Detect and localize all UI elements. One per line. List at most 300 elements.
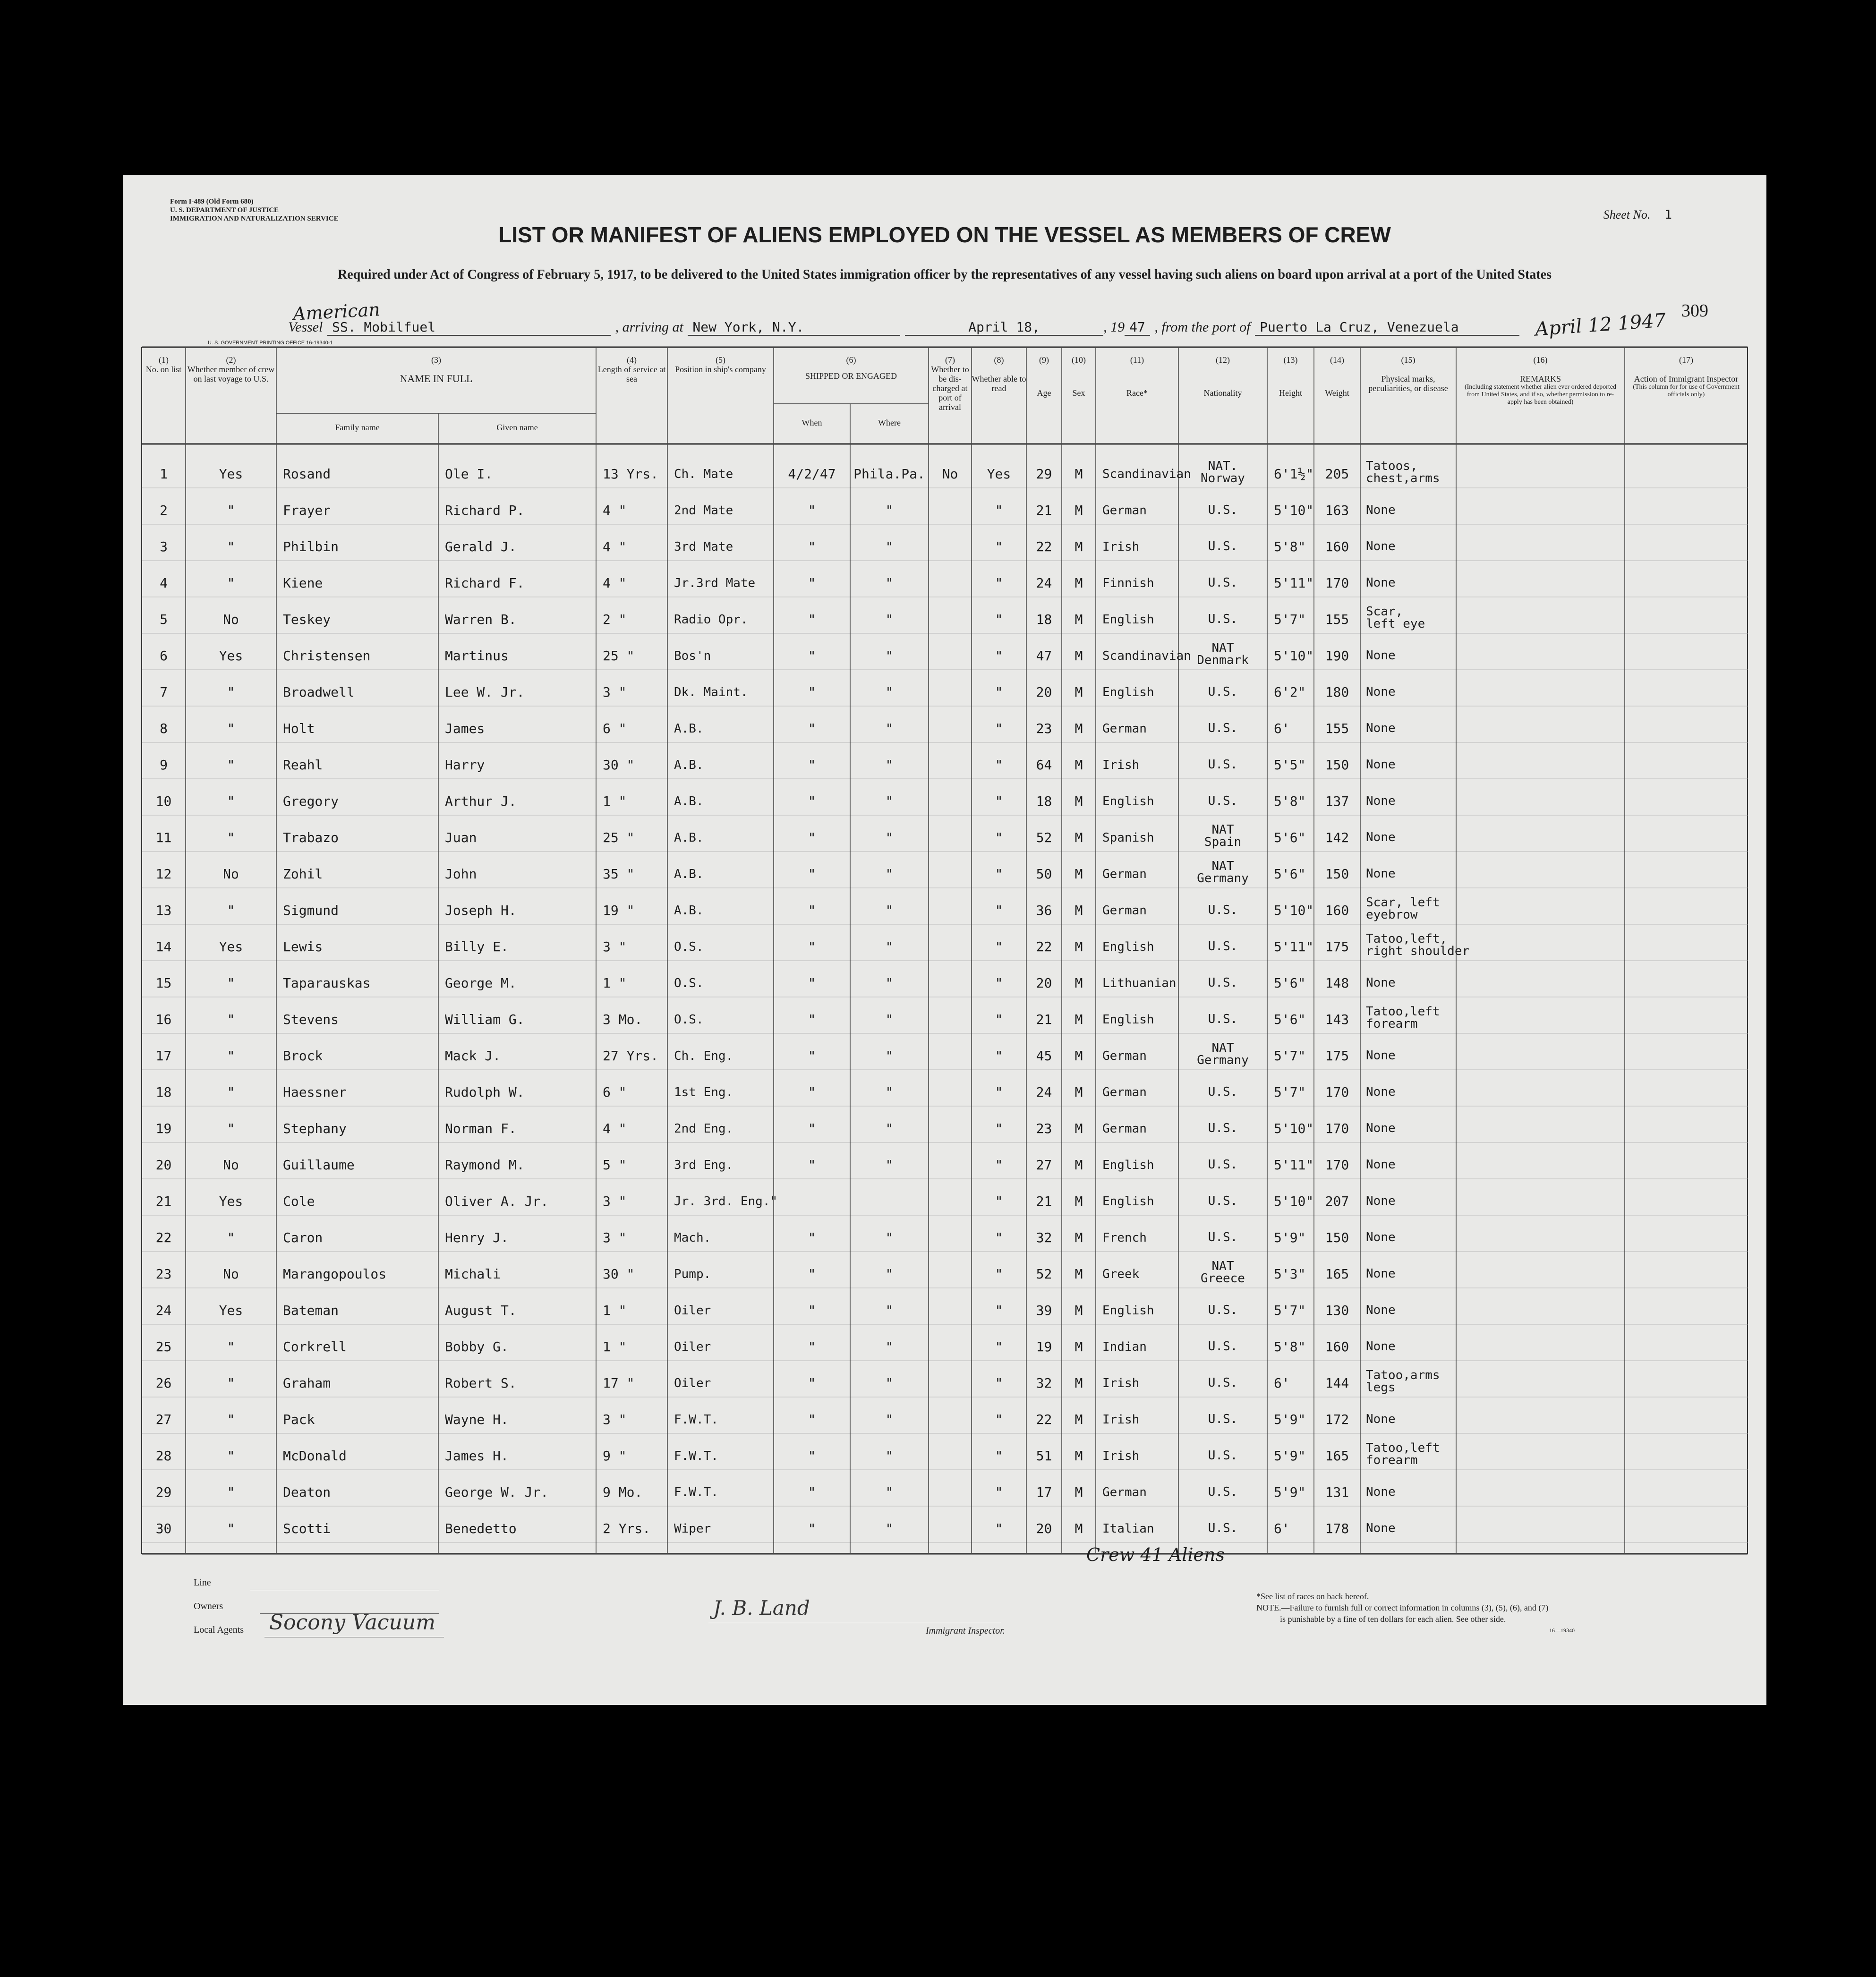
shipped-where-cell: ": [885, 1375, 894, 1391]
position-cell: Mach.: [674, 1231, 711, 1245]
able-to-read-cell: ": [995, 793, 1003, 809]
last-voyage-cell: ": [227, 830, 235, 845]
sex-cell: M: [1074, 1230, 1083, 1245]
row-number: 5: [160, 612, 168, 627]
weight-cell: 143: [1325, 1012, 1349, 1027]
shipped-where-cell: ": [885, 1084, 894, 1100]
service-length-cell: 25 ": [603, 648, 635, 664]
last-voyage-cell: Yes: [219, 648, 243, 664]
column-header-read: (8) Whether able to read: [972, 355, 1026, 393]
arrival-year: 47: [1125, 319, 1150, 336]
able-to-read-cell: ": [995, 503, 1003, 518]
height-cell: 5'9": [1274, 1484, 1306, 1500]
column-header-discharged: (7) Whether to be dis-charged at port of arrival: [931, 355, 969, 412]
family-name-cell: Scotti: [283, 1521, 331, 1536]
age-cell: 22: [1036, 939, 1052, 954]
able-to-read-cell: ": [995, 1048, 1003, 1064]
shipped-when-cell: ": [808, 793, 816, 809]
age-cell: 21: [1036, 1012, 1052, 1027]
age-cell: 22: [1036, 539, 1052, 554]
age-cell: 24: [1036, 575, 1052, 591]
family-name-cell: Guillaume: [283, 1157, 355, 1173]
age-cell: 17: [1036, 1484, 1052, 1500]
position-cell: Ch. Mate: [674, 467, 733, 481]
given-name-cell: Richard P.: [445, 503, 525, 518]
physical-marks-cell: None: [1366, 1412, 1396, 1426]
age-cell: 20: [1036, 1521, 1052, 1536]
row-number: 28: [155, 1448, 172, 1464]
column-header-sex: (10) Sex: [1072, 355, 1086, 398]
physical-marks-cell: Tatoo,left, right shoulder: [1366, 932, 1470, 958]
family-name-cell: Corkrell: [283, 1339, 347, 1355]
discharged-cell: No: [942, 466, 958, 482]
weight-cell: 160: [1325, 539, 1349, 554]
physical-marks-cell: None: [1366, 1048, 1396, 1063]
sex-cell: M: [1074, 1448, 1083, 1464]
service-length-cell: 19 ": [603, 903, 635, 918]
row-number: 1: [160, 466, 168, 482]
position-cell: Wiper: [674, 1522, 711, 1536]
physical-marks-cell: None: [1366, 1267, 1396, 1281]
race-cell: German: [1102, 867, 1147, 881]
height-cell: 6'1½": [1274, 466, 1314, 482]
shipped-where-cell: ": [885, 1448, 894, 1464]
service-length-cell: 4 ": [603, 1121, 627, 1136]
column-header-service: (4) Length of service at sea: [597, 355, 666, 383]
physical-marks-cell: None: [1366, 1158, 1396, 1172]
row-number: 27: [155, 1412, 172, 1427]
shipped-where-cell: ": [885, 793, 894, 809]
race-cell: French: [1102, 1231, 1147, 1245]
age-cell: 21: [1036, 503, 1052, 518]
column-header-weight: (14) Weight: [1325, 355, 1349, 398]
row-number: 15: [155, 975, 172, 991]
able-to-read-cell: ": [995, 684, 1003, 700]
family-name-cell: McDonald: [283, 1448, 347, 1464]
inspector-signature: J. B. Land: [713, 1596, 810, 1619]
physical-marks-cell: None: [1366, 794, 1396, 808]
weight-cell: 130: [1325, 1303, 1349, 1318]
row-number: 10: [155, 793, 172, 809]
physical-marks-cell: Scar, left eye: [1366, 605, 1425, 631]
height-cell: 6': [1274, 1375, 1290, 1391]
sex-cell: M: [1074, 939, 1083, 954]
physical-marks-cell: None: [1366, 976, 1396, 990]
shipped-when-cell: ": [808, 1339, 816, 1355]
nationality-cell: U.S.: [1208, 1121, 1238, 1135]
weight-cell: 131: [1325, 1484, 1349, 1500]
given-name-cell: John: [445, 866, 477, 882]
vessel-name: SS. Mobilfuel: [327, 319, 611, 336]
given-name-cell: Norman F.: [445, 1121, 517, 1136]
row-number: 16: [155, 1012, 172, 1027]
height-cell: 5'6": [1274, 866, 1306, 882]
weight-cell: 205: [1325, 466, 1349, 482]
service-length-cell: 13 Yrs.: [603, 466, 659, 482]
position-cell: Dk. Maint.: [674, 685, 748, 699]
height-cell: 5'6": [1274, 975, 1306, 991]
last-voyage-cell: ": [227, 1121, 235, 1136]
shipped-where-cell: Phila.Pa.: [853, 466, 925, 482]
family-name-cell: Lewis: [283, 939, 323, 954]
shipped-where-cell: ": [885, 539, 894, 554]
weight-cell: 165: [1325, 1448, 1349, 1464]
subheader-family-name: Family name: [335, 423, 380, 432]
height-cell: 5'9": [1274, 1448, 1306, 1464]
able-to-read-cell: ": [995, 1375, 1003, 1391]
age-cell: 52: [1036, 830, 1052, 845]
service-length-cell: 3 ": [603, 1230, 627, 1245]
given-name-cell: George W. Jr.: [445, 1484, 549, 1500]
shipped-when-cell: ": [808, 648, 816, 664]
row-number: 25: [155, 1339, 172, 1355]
column-header-race: (11) Race*: [1126, 355, 1148, 398]
able-to-read-cell: ": [995, 1303, 1003, 1318]
family-name-cell: Cole: [283, 1193, 315, 1209]
shipped-where-cell: ": [885, 1303, 894, 1318]
shipped-where-cell: ": [885, 1339, 894, 1355]
position-cell: Oiler: [674, 1340, 711, 1354]
position-cell: Ch. Eng.: [674, 1049, 733, 1063]
last-voyage-cell: ": [227, 1230, 235, 1245]
position-cell: A.B.: [674, 867, 704, 881]
shipped-when-cell: ": [808, 1448, 816, 1464]
weight-cell: 137: [1325, 793, 1349, 809]
shipped-when-cell: ": [808, 975, 816, 991]
shipped-when-cell: ": [808, 1521, 816, 1536]
page-title: LIST OR MANIFEST OF ALIENS EMPLOYED ON THE VESSEL AS MEMBERS OF CREW: [498, 222, 1391, 247]
given-name-cell: James: [445, 721, 485, 736]
race-cell: German: [1102, 1122, 1147, 1136]
sex-cell: M: [1074, 1375, 1083, 1391]
physical-marks-cell: None: [1366, 758, 1396, 772]
shipped-when-cell: ": [808, 1048, 816, 1064]
column-header-no: (1) No. on list: [145, 355, 182, 374]
row-number: 8: [160, 721, 168, 736]
height-cell: 6': [1274, 1521, 1290, 1536]
service-length-cell: 3 ": [603, 939, 627, 954]
height-cell: 5'10": [1274, 1193, 1314, 1209]
row-number: 14: [155, 939, 172, 954]
given-name-cell: George M.: [445, 975, 517, 991]
height-cell: 5'11": [1274, 1157, 1314, 1173]
age-cell: 20: [1036, 975, 1052, 991]
service-length-cell: 1 ": [603, 975, 627, 991]
race-cell: Irish: [1102, 1413, 1140, 1427]
height-cell: 5'10": [1274, 503, 1314, 518]
nationality-cell: U.S.: [1208, 576, 1238, 590]
sex-cell: M: [1074, 1048, 1083, 1064]
weight-cell: 170: [1325, 1157, 1349, 1173]
able-to-read-cell: ": [995, 575, 1003, 591]
given-name-cell: Harry: [445, 757, 485, 773]
row-number: 22: [155, 1230, 172, 1245]
owners-label: Owners: [194, 1601, 223, 1611]
shipped-when-cell: ": [808, 575, 816, 591]
shipped-where-cell: ": [885, 612, 894, 627]
race-cell: Finnish: [1102, 576, 1154, 590]
last-voyage-cell: ": [227, 721, 235, 736]
shipped-when-cell: ": [808, 1266, 816, 1282]
nationality-cell: U.S.: [1208, 685, 1238, 699]
physical-marks-cell: None: [1366, 685, 1396, 699]
last-voyage-cell: No: [223, 1266, 239, 1282]
weight-cell: 160: [1325, 903, 1349, 918]
service-length-cell: 27 Yrs.: [603, 1048, 659, 1064]
shipped-where-cell: ": [885, 1266, 894, 1282]
shipped-where-cell: ": [885, 684, 894, 700]
physical-marks-cell: None: [1366, 539, 1396, 554]
column-header-name: (3) NAME IN FULL: [400, 355, 473, 384]
column-header-physical-marks: (15) Physical marks, peculiarities, or disease: [1368, 355, 1448, 393]
nationality-cell: U.S.: [1208, 939, 1238, 954]
row-number: 2: [160, 503, 168, 518]
family-name-cell: Marangopoulos: [283, 1266, 387, 1282]
last-voyage-cell: ": [227, 1339, 235, 1355]
service-length-cell: 4 ": [603, 503, 627, 518]
physical-marks-cell: None: [1366, 648, 1396, 663]
position-cell: A.B.: [674, 831, 704, 845]
able-to-read-cell: ": [995, 539, 1003, 554]
nationality-cell: U.S.: [1208, 976, 1238, 990]
row-number: 13: [155, 903, 172, 918]
position-cell: Bos'n: [674, 649, 711, 663]
service-length-cell: 6 ": [603, 1084, 627, 1100]
column-header-position: (5) Position in ship's company: [675, 355, 766, 374]
race-cell: English: [1102, 1158, 1154, 1172]
subheader-where: Where: [878, 418, 901, 427]
age-cell: 23: [1036, 1121, 1052, 1136]
nationality-cell: NAT Germany: [1197, 859, 1249, 886]
shipped-where-cell: ": [885, 721, 894, 736]
manifest-sheet: [123, 175, 1766, 1705]
height-cell: 5'7": [1274, 1084, 1306, 1100]
race-cell: Italian: [1102, 1522, 1154, 1536]
family-name-cell: Zohil: [283, 866, 323, 882]
row-number: 17: [155, 1048, 172, 1064]
weight-cell: 155: [1325, 612, 1349, 627]
last-voyage-cell: ": [227, 793, 235, 809]
age-cell: 27: [1036, 1157, 1052, 1173]
physical-marks-cell: Tatoo,arms legs: [1366, 1368, 1440, 1395]
physical-marks-cell: Tatoo,left forearm: [1366, 1441, 1440, 1467]
row-number: 12: [155, 866, 172, 882]
line-label: Line: [194, 1577, 211, 1588]
nationality-cell: U.S.: [1208, 1012, 1238, 1026]
immigrant-inspector-label: Immigrant Inspector.: [926, 1626, 1005, 1636]
position-cell: 3rd Mate: [674, 540, 733, 554]
shipped-when-cell: ": [808, 721, 816, 736]
sex-cell: M: [1074, 1339, 1083, 1355]
arrival-port: New York, N.Y.: [688, 319, 900, 336]
height-cell: 5'7": [1274, 612, 1306, 627]
able-to-read-cell: ": [995, 1230, 1003, 1245]
family-name-cell: Pack: [283, 1412, 315, 1427]
last-voyage-cell: ": [227, 575, 235, 591]
shipped-when-cell: 4/2/47: [788, 466, 836, 482]
age-cell: 22: [1036, 1412, 1052, 1427]
weight-cell: 150: [1325, 1230, 1349, 1245]
form-identifier: Form I-489 (Old Form 680) U. S. DEPARTMENT OF JUSTICE IMMIGRATION AND NATURALIZATION SERVICE: [170, 198, 339, 222]
nationality-cell: U.S.: [1208, 539, 1238, 554]
able-to-read-cell: ": [995, 903, 1003, 918]
sex-cell: M: [1074, 975, 1083, 991]
last-voyage-cell: No: [223, 866, 239, 882]
shipped-when-cell: ": [808, 757, 816, 773]
age-cell: 29: [1036, 466, 1052, 482]
sex-cell: M: [1074, 793, 1083, 809]
weight-cell: 150: [1325, 757, 1349, 773]
shipped-when-cell: ": [808, 903, 816, 918]
weight-cell: 165: [1325, 1266, 1349, 1282]
last-voyage-cell: ": [227, 539, 235, 554]
sex-cell: M: [1074, 1303, 1083, 1318]
vessel-line: Vessel SS. Mobilfuel , arriving at New York, N.Y. April 18, , 19 47 , from the port of Puerto La Cruz, Venezuela: [288, 319, 1519, 336]
weight-cell: 160: [1325, 1339, 1349, 1355]
nationality-cell: U.S.: [1208, 1085, 1238, 1099]
last-voyage-cell: Yes: [219, 466, 243, 482]
physical-marks-cell: None: [1366, 503, 1396, 517]
physical-marks-cell: None: [1366, 1303, 1396, 1317]
last-voyage-cell: ": [227, 1484, 235, 1500]
footer-note: *See list of races on back hereof. NOTE.—Failure to furnish full or correct information in columns (3), (5), (6), and (7) is punishable by a fine of ten dollars for each alien. See other side. 16—19340: [1256, 1592, 1575, 1634]
shipped-where-cell: ": [885, 1012, 894, 1027]
row-number: 3: [160, 539, 168, 554]
shipped-when-cell: ": [808, 1375, 816, 1391]
height-cell: 6': [1274, 721, 1290, 736]
height-cell: 5'7": [1274, 1303, 1306, 1318]
age-cell: 64: [1036, 757, 1052, 773]
position-cell: F.W.T.: [674, 1449, 718, 1463]
age-cell: 45: [1036, 1048, 1052, 1064]
able-to-read-cell: Yes: [987, 466, 1011, 482]
race-cell: Greek: [1102, 1267, 1140, 1281]
physical-marks-cell: Tatoos, chest,arms: [1366, 459, 1440, 486]
shipped-when-cell: ": [808, 866, 816, 882]
row-number: 19: [155, 1121, 172, 1136]
physical-marks-cell: None: [1366, 830, 1396, 844]
last-voyage-cell: ": [227, 757, 235, 773]
race-cell: Irish: [1102, 1376, 1140, 1390]
position-cell: O.S.: [674, 940, 704, 954]
last-voyage-cell: ": [227, 684, 235, 700]
age-cell: 51: [1036, 1448, 1052, 1464]
sex-cell: M: [1074, 575, 1083, 591]
sex-cell: M: [1074, 1157, 1083, 1173]
row-number: 24: [155, 1303, 172, 1318]
service-length-cell: 1 ": [603, 793, 627, 809]
sheet-number: Sheet No. 1: [1603, 208, 1672, 222]
column-header-nationality: (12) Nationality: [1203, 355, 1242, 398]
weight-cell: 207: [1325, 1193, 1349, 1209]
column-header-age: (9) Age: [1037, 355, 1051, 398]
row-number: 23: [155, 1266, 172, 1282]
service-length-cell: 9 Mo.: [603, 1484, 643, 1500]
last-voyage-cell: ": [227, 903, 235, 918]
given-name-cell: Lee W. Jr.: [445, 684, 525, 700]
race-cell: English: [1102, 613, 1154, 627]
position-cell: 3rd Eng.: [674, 1158, 733, 1172]
able-to-read-cell: ": [995, 757, 1003, 773]
given-name-cell: Billy E.: [445, 939, 509, 954]
race-cell: Lithuanian: [1102, 976, 1177, 990]
height-cell: 5'5": [1274, 757, 1306, 773]
last-voyage-cell: ": [227, 1521, 235, 1536]
physical-marks-cell: Tatoo,left forearm: [1366, 1005, 1440, 1031]
service-length-cell: 2 Yrs.: [603, 1521, 651, 1536]
nationality-cell: U.S.: [1208, 721, 1238, 735]
arrival-date: April 18,: [905, 319, 1103, 336]
race-cell: Irish: [1102, 1449, 1140, 1463]
nationality-cell: NAT Germany: [1197, 1041, 1249, 1067]
nationality-cell: U.S.: [1208, 758, 1238, 772]
able-to-read-cell: ": [995, 830, 1003, 845]
weight-cell: 150: [1325, 866, 1349, 882]
last-voyage-cell: No: [223, 612, 239, 627]
height-cell: 5'11": [1274, 575, 1314, 591]
sex-cell: M: [1074, 648, 1083, 664]
weight-cell: 170: [1325, 1084, 1349, 1100]
physical-marks-cell: None: [1366, 867, 1396, 881]
sex-cell: M: [1074, 1121, 1083, 1136]
nationality-cell: U.S.: [1208, 1376, 1238, 1390]
physical-marks-cell: Scar, left eyebrow: [1366, 895, 1440, 922]
position-cell: O.S.: [674, 976, 704, 990]
sex-cell: M: [1074, 1484, 1083, 1500]
row-number: 26: [155, 1375, 172, 1391]
able-to-read-cell: ": [995, 612, 1003, 627]
column-header-last-voyage: (2) Whether member of crew on last voyage to U.S.: [187, 355, 275, 383]
able-to-read-cell: ": [995, 1121, 1003, 1136]
row-number: 18: [155, 1084, 172, 1100]
given-name-cell: August T.: [445, 1303, 517, 1318]
column-header-height: (13) Height: [1279, 355, 1302, 398]
given-name-cell: Michali: [445, 1266, 501, 1282]
given-name-cell: Raymond M.: [445, 1157, 525, 1173]
service-length-cell: 4 ": [603, 575, 627, 591]
last-voyage-cell: ": [227, 503, 235, 518]
age-cell: 20: [1036, 684, 1052, 700]
given-name-cell: Gerald J.: [445, 539, 517, 554]
given-name-cell: Warren B.: [445, 612, 517, 627]
sex-cell: M: [1074, 1193, 1083, 1209]
given-name-cell: William G.: [445, 1012, 525, 1027]
height-cell: 5'11": [1274, 939, 1314, 954]
nationality-cell: NAT Denmark: [1197, 641, 1249, 667]
shipped-where-cell: ": [885, 1521, 894, 1536]
family-name-cell: Christensen: [283, 648, 371, 664]
last-voyage-cell: Yes: [219, 939, 243, 954]
agents-signature: Socony Vacuum: [269, 1611, 435, 1635]
able-to-read-cell: ": [995, 975, 1003, 991]
shipped-when-cell: ": [808, 1412, 816, 1427]
family-name-cell: Broadwell: [283, 684, 355, 700]
shipped-when-cell: ": [808, 1157, 816, 1173]
family-name-cell: Holt: [283, 721, 315, 736]
nationality-cell: U.S.: [1208, 1521, 1238, 1535]
age-cell: 19: [1036, 1339, 1052, 1355]
age-cell: 39: [1036, 1303, 1052, 1318]
last-voyage-cell: ": [227, 1048, 235, 1064]
row-number: 7: [160, 684, 168, 700]
race-cell: Indian: [1102, 1340, 1147, 1354]
age-cell: 52: [1036, 1266, 1052, 1282]
nationality-cell: U.S.: [1208, 1412, 1238, 1426]
family-name-cell: Stephany: [283, 1121, 347, 1136]
age-cell: 18: [1036, 793, 1052, 809]
sex-cell: M: [1074, 1012, 1083, 1027]
last-voyage-cell: Yes: [219, 1303, 243, 1318]
